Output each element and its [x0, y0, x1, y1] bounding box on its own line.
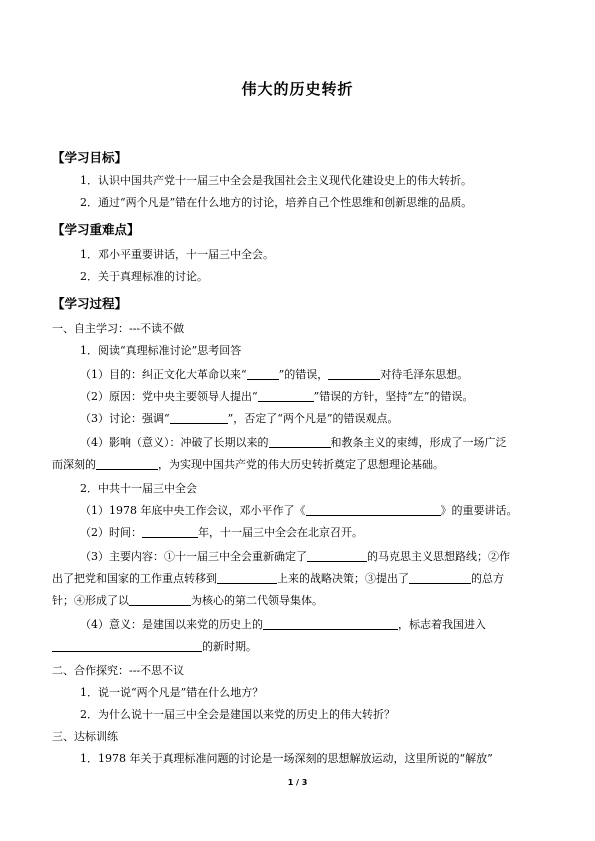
question-2-part-3 [80, 550, 510, 564]
fill-blank[interactable] [263, 618, 398, 630]
question-2-part-3-cont2 [52, 594, 323, 608]
goal-item-1: 1．认识中国共产党十一届三中全会是我国社会主义现代化建设史上的伟大转折。 [80, 174, 472, 187]
page-title: 伟大的历史转折 [241, 80, 354, 98]
fill-blank[interactable] [142, 526, 198, 538]
key-point-item-2: 2．关于真理标准的讨论。 [80, 270, 208, 283]
question-1-part-4-cont [52, 458, 444, 472]
question-1-part-2 [80, 390, 474, 404]
fill-blank[interactable] [247, 368, 279, 380]
process-heading: 【学习过程】 [52, 296, 128, 311]
goals-heading: 【学习目标】 [52, 150, 128, 165]
text: 针；④形成了以 [52, 594, 129, 607]
fill-blank[interactable] [409, 572, 471, 584]
question-1: 1．阅读“真理标准讨论”思考回答 [80, 344, 242, 357]
discussion-item-1: 1．说一说“两个凡是”错在什么地方？ [80, 686, 264, 699]
fill-blank[interactable] [217, 572, 277, 584]
text: 》的重要讲话。 [440, 504, 518, 517]
goal-item-2: 2．通过“两个凡是”错在什么地方的讨论，培养自己个性思维和创新思维的品质。 [80, 196, 473, 209]
question-2-part-2 [80, 526, 363, 540]
text: 的新时期。 [202, 640, 257, 653]
text: （3）讨论：强调“ [80, 412, 170, 425]
question-2-part-1 [80, 504, 518, 518]
fill-blank[interactable] [96, 458, 158, 470]
text: ”，否定了“两个凡是”的错误观点。 [227, 412, 399, 425]
text: （1）目的：纠正文化大革命以来“ [80, 368, 247, 381]
text: 对待毛泽东思想。 [380, 368, 469, 381]
text: （1）1978 年底中央工作会议，邓小平作了《 [80, 504, 306, 517]
text: （2）时间： [80, 526, 142, 539]
question-2-part-4-cont [52, 640, 257, 654]
text: 年，十一届三中全会在北京召开。 [198, 526, 363, 539]
text: （4）意义：是建国以来党的历史上的 [80, 618, 263, 631]
fill-blank[interactable] [269, 436, 331, 448]
fill-blank[interactable] [258, 390, 314, 402]
fill-blank[interactable] [328, 368, 380, 380]
key-points-heading: 【学习重难点】 [52, 222, 140, 237]
fill-blank[interactable] [170, 412, 228, 424]
question-1-part-3 [80, 412, 399, 426]
fill-blank[interactable] [306, 504, 441, 516]
fill-blank[interactable] [129, 594, 191, 606]
page-number: 1 / 3 [287, 778, 308, 787]
question-2-part-4 [80, 618, 486, 632]
question-1-part-4 [80, 436, 507, 450]
fill-blank[interactable] [307, 550, 367, 562]
text: 的马克思主义思想路线；②作 [367, 550, 510, 563]
text: 出了把党和国家的工作重点转移到 [52, 572, 217, 585]
text: （2）原因：党中央主要领导人提出“ [80, 390, 258, 403]
exercise-item-1: 1．1978 年关于真理标准问题的讨论是一场深刻的思想解放运动，这里所说的“解放” [80, 752, 493, 765]
text: 而深刻的 [52, 458, 96, 471]
text: ，为实现中国共产党的伟大历史转折奠定了思想理论基础。 [158, 458, 444, 471]
discussion-item-2: 2．为什么说十一届三中全会是建国以来党的历史上的伟大转折？ [80, 708, 395, 721]
text: 为核心的第二代领导集体。 [191, 594, 323, 607]
fill-blank[interactable] [52, 640, 202, 652]
section-3-title: 三、达标训练 [52, 730, 118, 743]
text: ”的错误， [278, 368, 329, 381]
text: 和教条主义的束缚，形成了一场广泛 [330, 436, 507, 449]
question-1-part-1 [80, 368, 468, 382]
text: （3）主要内容：①十一届三中全会重新确定了 [80, 550, 307, 563]
section-1-title: 一、自主学习：---不读不做 [52, 322, 185, 335]
question-2-part-3-cont [52, 572, 504, 586]
question-2: 2．中共十一届三中全会 [80, 482, 197, 495]
section-2-title: 二、合作探究：---不思不议 [52, 664, 185, 677]
text: ，标志着我国进入 [398, 618, 486, 631]
key-point-item-1: 1．邓小平重要讲话，十一届三中全会。 [80, 248, 274, 261]
text: 上来的战略决策；③提出了 [277, 572, 409, 585]
text: ”错误的方针，坚持“左”的错误。 [313, 390, 474, 403]
text: 的总方 [471, 572, 504, 585]
text: （4）影响（意义）：冲破了长期以来的 [80, 436, 269, 449]
